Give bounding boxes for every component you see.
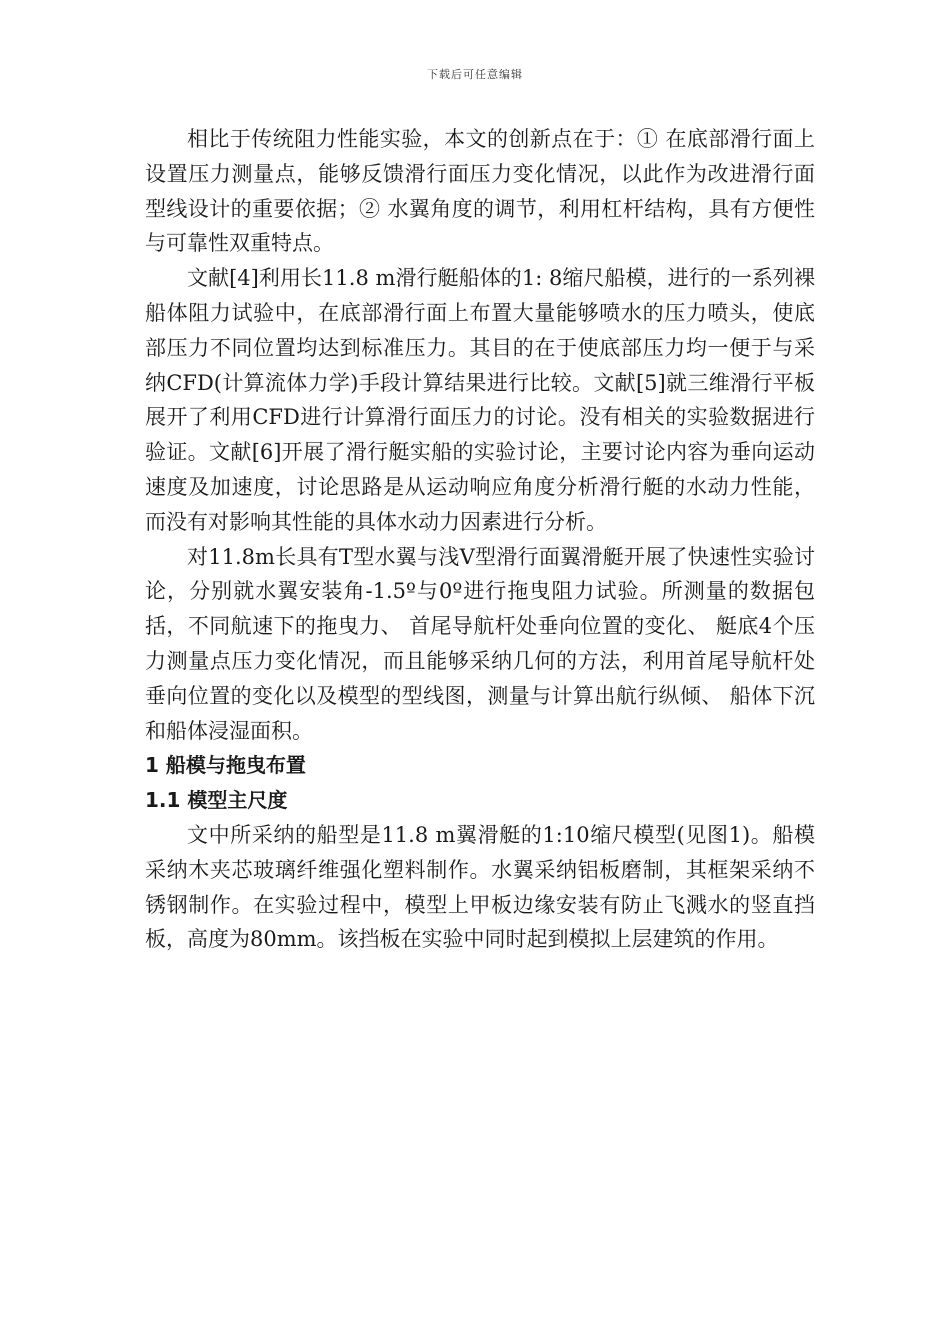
paragraph-literature: 文献[4]利用长11.8 m滑行艇船体的1: 8缩尺船模，进行的一系列裸船体阻力试验中，在底部滑行面上布置大量能够喷水的压力喷头，使底部压力不同位置均达到标准压力。其目的在于使底部压力均一便于与采纳CFD(计算流体力学)手段计算结果进行比较。文献[5]就三维滑行平板展开了利用CFD进行计算滑行面压力的讨论。没有相关的实验数据进行验证。文献[6]开展了滑行艇实船的实验讨论，主要讨论内容为垂向运动速度及加速度，讨论思路是从运动响应角度分析滑行艇的水动力性能，而没有对影响其性能的具体水动力因素进行分析。 — [145, 266, 815, 534]
paragraph-model: 文中所采纳的船型是11.8 m翼滑艇的1:10缩尺模型(见图1)。船模采纳木夹芯玻璃纤维强化塑料制作。水翼采纳铝板磨制，其框架采纳不锈钢制作。在实验过程中，模型上甲板边缘安装有防止飞溅水的竖直挡板，高度为80mm。该挡板在实验中同时起到模拟上层建筑的作用。 — [145, 822, 815, 952]
page-header: 下载后可任意编辑 — [427, 68, 523, 81]
paragraph-experiment: 对11.8m长具有T型水翼与浅V型滑行面翼滑艇开展了快速性实验讨论，分别就水翼安装角-1.5º与0º进行拖曳阻力试验。所测量的数据包括，不同航速下的拖曳力、 首尾导航杆处垂向位置的变化、 艇底4个压力测量点压力变化情况，而且能够采纳几何的方法，利用首尾导航杆处垂向位置的变化以及模型的型线图，测量与计算出航行纵倾、 船体下沉和船体浸湿面积。 — [145, 544, 815, 743]
paragraph-innovation: 相比于传统阻力性能实验，本文的创新点在于：① 在底部滑行面上设置压力测量点，能够反馈滑行面压力变化情况，以此作为改进滑行面型线设计的重要依据；② 水翼角度的调节，利用杠杆结构，具有方便性与可靠性双重特点。 — [145, 127, 815, 256]
subsection-heading: 1.1 模型主尺度 — [145, 788, 288, 813]
section-heading: 1 船模与拖曳布置 — [145, 753, 306, 778]
document-body — [145, 122, 815, 957]
